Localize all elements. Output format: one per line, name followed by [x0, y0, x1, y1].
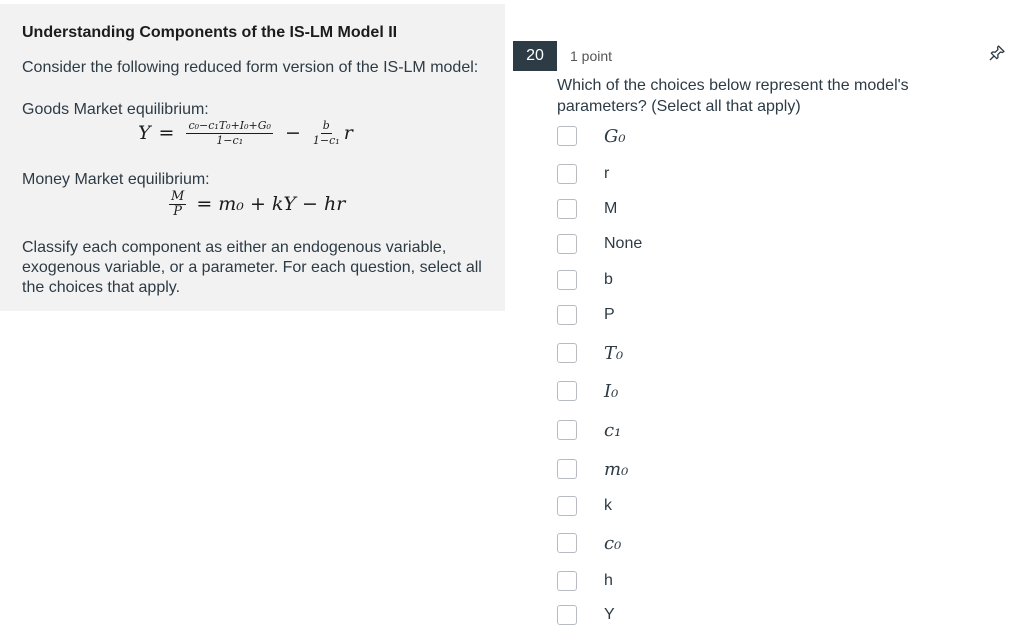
option-checkbox[interactable]	[557, 496, 577, 516]
intro-text: Consider the following reduced form version of the IS-LM model:	[22, 59, 479, 76]
option-label: m₀	[604, 458, 629, 480]
option-row[interactable]	[557, 457, 629, 481]
money-fraction	[169, 188, 186, 219]
money-fraction-denominator: P	[173, 203, 183, 219]
context-title: Understanding Components of the IS-LM Model II	[22, 24, 398, 41]
question-points: 1 point	[570, 48, 613, 64]
option-row[interactable]	[557, 303, 615, 327]
option-label: k	[604, 497, 612, 514]
option-checkbox[interactable]	[557, 234, 577, 254]
option-row[interactable]	[557, 268, 613, 292]
option-checkbox[interactable]	[557, 305, 577, 325]
option-row[interactable]	[557, 418, 622, 442]
fraction-2-denominator: 1−c₁	[312, 133, 340, 147]
option-row[interactable]	[557, 232, 643, 256]
option-label: h	[604, 572, 613, 589]
option-row[interactable]	[557, 569, 613, 593]
option-checkbox[interactable]	[557, 343, 577, 363]
option-label: P	[604, 306, 615, 323]
option-label: M	[604, 200, 618, 217]
goods-market-equation	[138, 116, 353, 150]
fraction-1-numerator: c₀−c₁T₀+I₀+G₀	[188, 118, 271, 132]
eq-lhs: Y	[138, 122, 151, 144]
money-eq-rhs: = m₀ + kY − hr	[196, 193, 346, 215]
option-checkbox[interactable]	[557, 571, 577, 591]
option-label: None	[604, 235, 643, 252]
option-row[interactable]	[557, 531, 622, 555]
option-checkbox[interactable]	[557, 459, 577, 479]
option-checkbox[interactable]	[557, 126, 577, 146]
option-label: c₀	[604, 532, 622, 554]
pin-icon[interactable]	[988, 44, 1006, 62]
option-checkbox[interactable]	[557, 270, 577, 290]
money-fraction-numerator: M	[171, 188, 185, 204]
option-checkbox[interactable]	[557, 199, 577, 219]
fraction-1-denominator: 1−c₁	[216, 133, 244, 147]
option-label: G₀	[604, 125, 626, 147]
eq-equals: =	[158, 122, 175, 144]
question-prompt: Which of the choices below represent the model's parameters? (Select all that apply)	[557, 77, 909, 115]
option-checkbox[interactable]	[557, 164, 577, 184]
money-market-label: Money Market equilibrium:	[22, 171, 210, 188]
option-row[interactable]	[557, 162, 610, 186]
option-checkbox[interactable]	[557, 533, 577, 553]
money-market-equation	[165, 188, 345, 220]
option-row[interactable]	[557, 197, 618, 221]
eq-minus: −	[284, 122, 301, 144]
option-label: Y	[604, 606, 615, 623]
option-label: c₁	[604, 419, 622, 441]
goods-market-label: Goods Market equilibrium:	[22, 101, 209, 118]
option-checkbox[interactable]	[557, 420, 577, 440]
question-number: 20	[513, 41, 557, 71]
option-row[interactable]	[557, 124, 626, 148]
option-row[interactable]	[557, 379, 619, 403]
option-row[interactable]	[557, 341, 624, 365]
option-checkbox[interactable]	[557, 381, 577, 401]
fraction-1	[186, 120, 273, 147]
option-label: r	[604, 165, 610, 182]
option-label: T₀	[604, 342, 624, 364]
fraction-2-numerator: b	[322, 118, 330, 132]
option-row[interactable]	[557, 603, 615, 627]
option-row[interactable]	[557, 494, 612, 518]
option-label: I₀	[604, 380, 619, 402]
eq-tail: r	[343, 122, 353, 144]
option-checkbox[interactable]	[557, 605, 577, 625]
classify-instructions: Classify each component as either an endogenous variable, exogenous variable, or a parameter. For each question, select all the choices that apply.	[22, 239, 482, 296]
fraction-2	[313, 120, 340, 147]
option-label: b	[604, 271, 613, 288]
